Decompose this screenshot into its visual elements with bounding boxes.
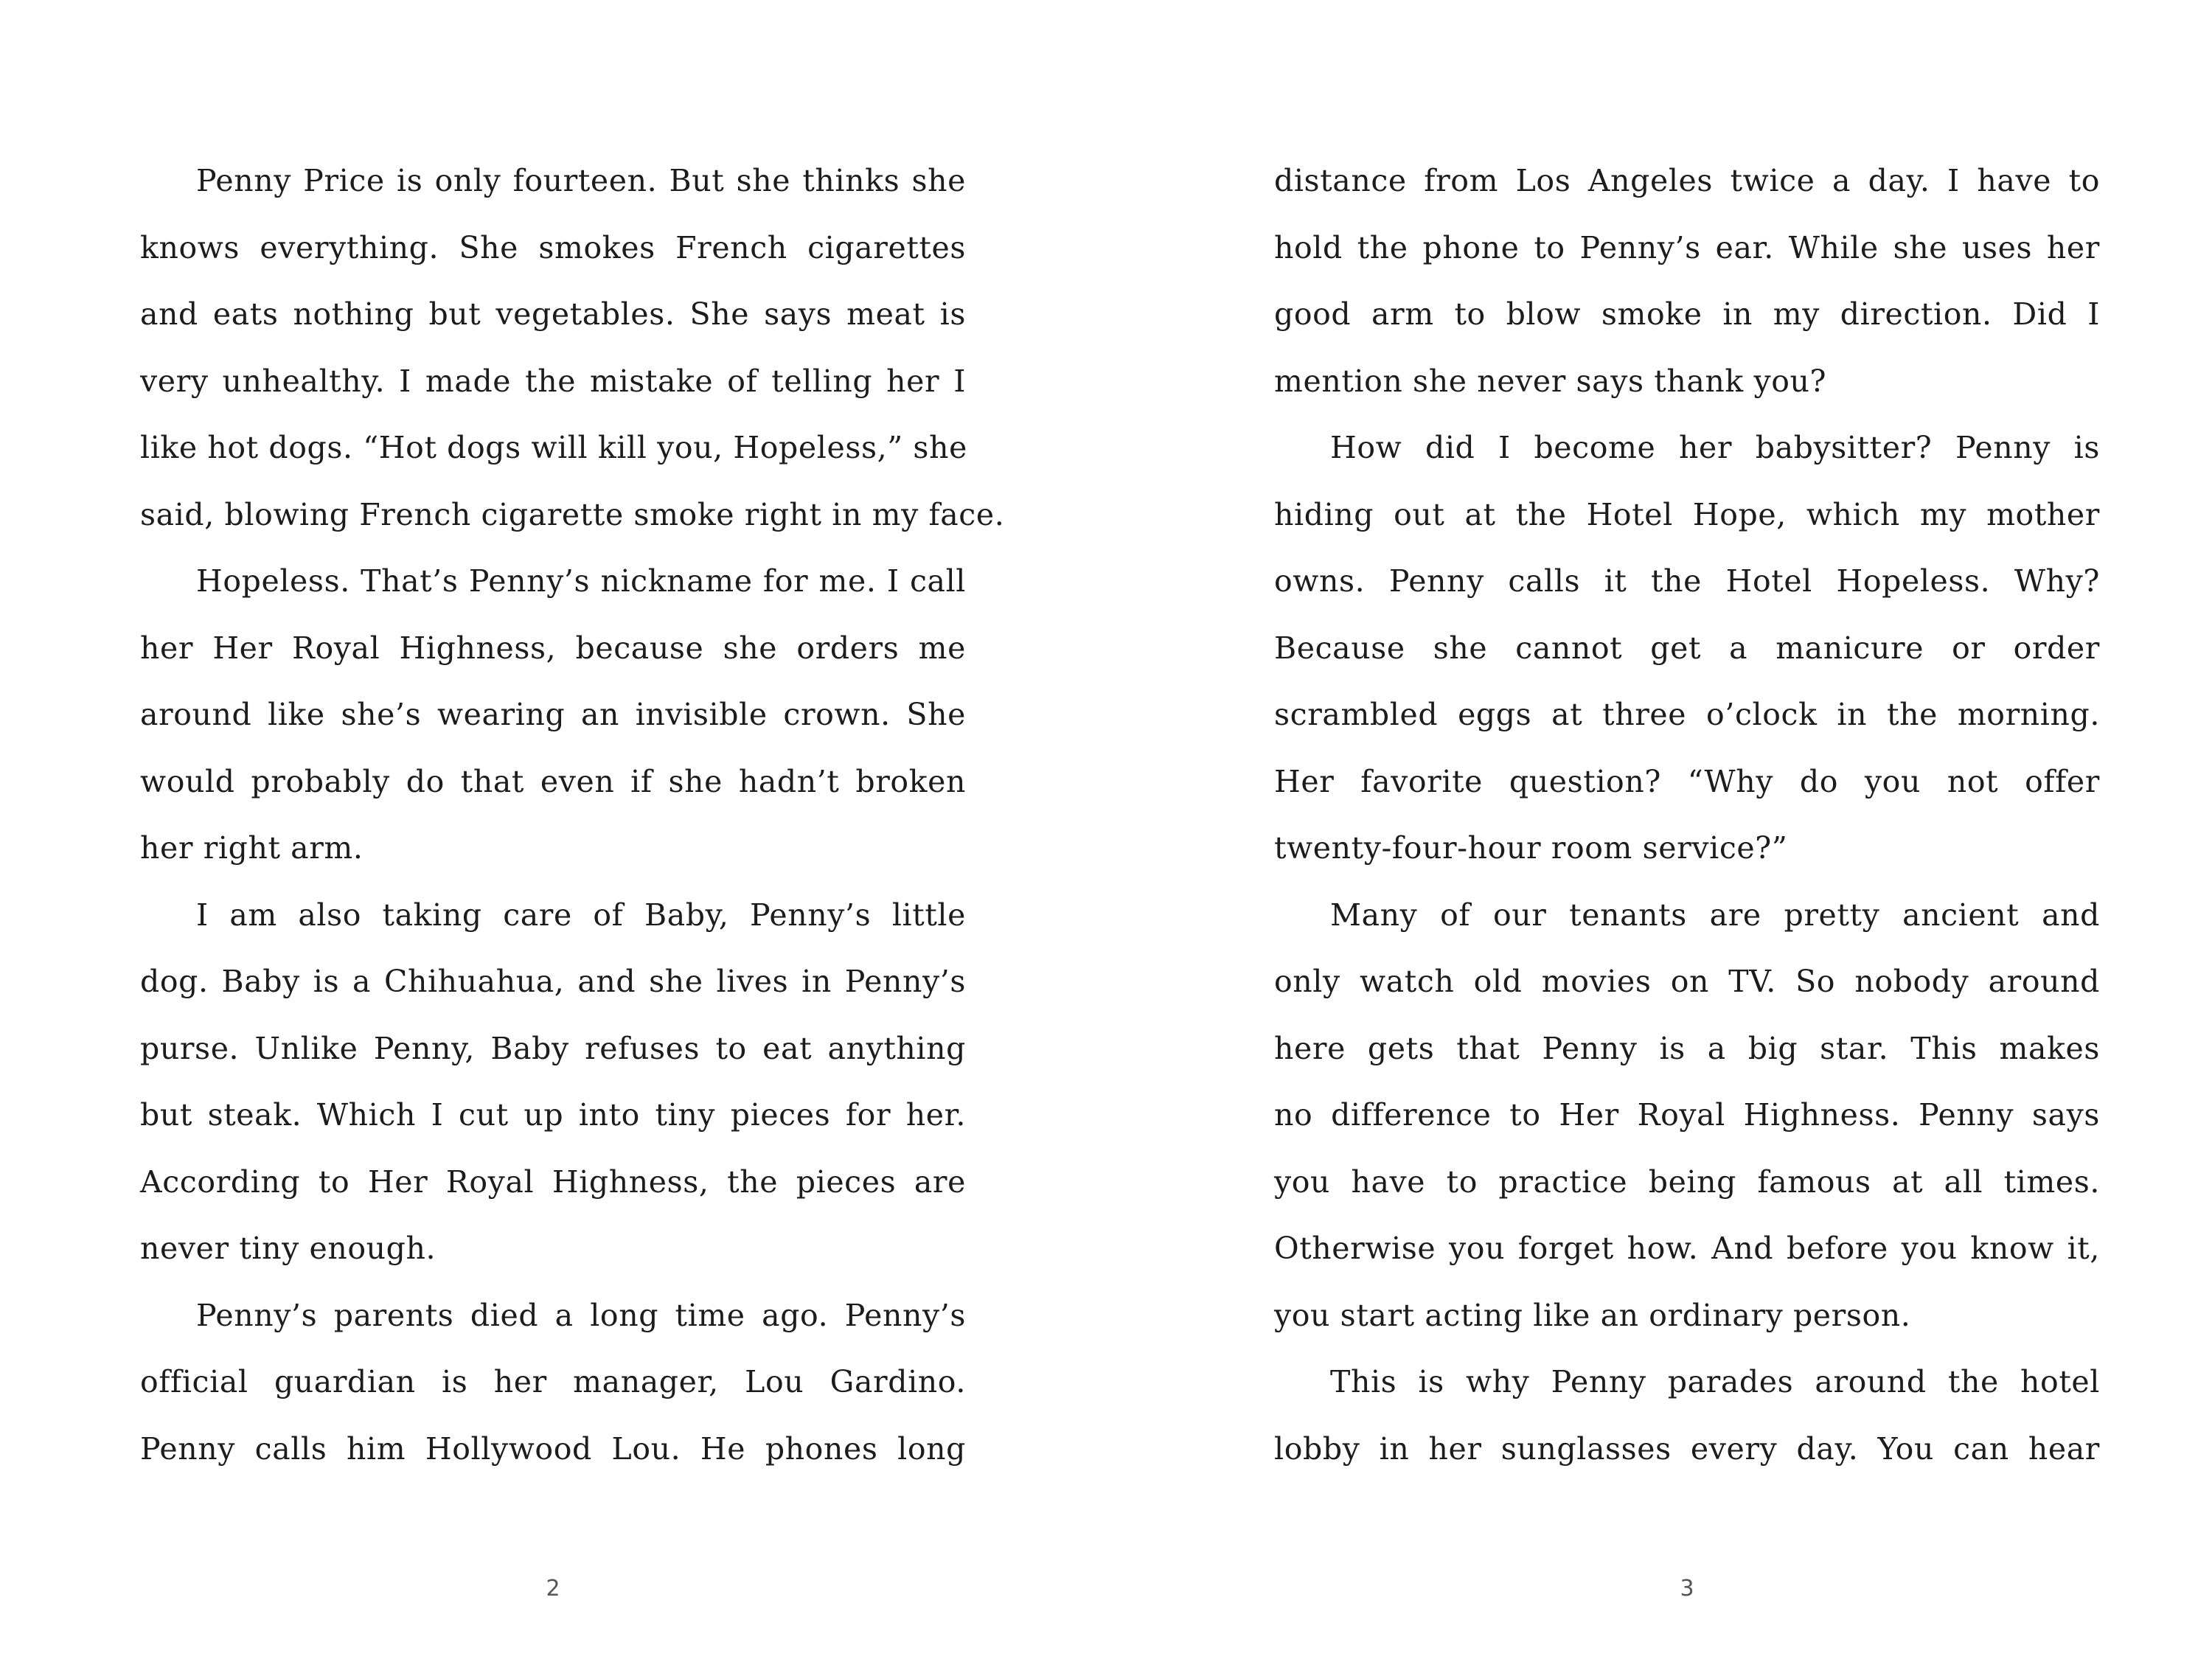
text-line: here gets that Penny is a big star. This makes [1274, 1030, 2100, 1066]
text-line: mention she never says thank you? [1274, 363, 1827, 399]
text-line: you start acting like an ordinary person. [1274, 1297, 1911, 1333]
right-page [1274, 147, 2100, 1601]
text-line: hiding out at the Hotel Hope, which my mother [1274, 496, 2100, 532]
page-number: 3 [1680, 1576, 1694, 1601]
text-line: only watch old movies on TV. So nobody around [1274, 964, 2100, 999]
text-line: official guardian is her manager, Lou Gardino. [140, 1364, 966, 1399]
text-line: purse. Unlike Penny, Baby refuses to eat anything [140, 1030, 966, 1066]
text-line: Her favorite question? “Why do you not offer [1274, 763, 2100, 799]
text-line: dog. Baby is a Chihuahua, and she lives in Penny’s [140, 964, 966, 999]
text-line: hold the phone to Penny’s ear. While she uses her [1274, 229, 2100, 265]
text-line: and eats nothing but vegetables. She says meat is [140, 296, 966, 332]
text-line: very unhealthy. I made the mistake of telling her I [140, 363, 966, 399]
text-line: her Her Royal Highness, because she orders me [140, 630, 966, 666]
text-line: twenty-four-hour room service?” [1274, 830, 1788, 866]
text-line: knows everything. She smokes French cigarettes [140, 229, 966, 265]
right-page-text [1274, 147, 2100, 1482]
text-line: Hopeless. That’s Penny’s nickname for me. I call [196, 563, 966, 599]
left-page [140, 147, 1005, 1601]
text-line: her right arm. [140, 830, 364, 866]
text-line: scrambled eggs at three o’clock in the morning. [1274, 697, 2100, 732]
text-line: never tiny enough. [140, 1231, 437, 1266]
text-line: Many of our tenants are pretty ancient and [1330, 897, 2100, 933]
text-line: How did I become her babysitter? Penny is [1330, 430, 2100, 465]
text-line: around like she’s wearing an invisible crown. She [140, 697, 966, 732]
page-number: 2 [546, 1576, 560, 1601]
text-line: you have to practice being famous at all times. [1274, 1164, 2100, 1200]
text-line: Otherwise you forget how. And before you know it, [1274, 1231, 2100, 1266]
text-line: This is why Penny parades around the hotel [1330, 1364, 2100, 1399]
text-line: said, blowing French cigarette smoke right in my face. [140, 496, 1005, 532]
text-line: but steak. Which I cut up into tiny pieces for her. [140, 1097, 966, 1133]
text-line: Penny’s parents died a long time ago. Penny’s [196, 1297, 966, 1333]
text-line: owns. Penny calls it the Hotel Hopeless. Why? [1274, 563, 2100, 599]
text-line: Penny Price is only fourteen. But she thinks she [196, 163, 966, 198]
text-line: would probably do that even if she hadn’t broken [140, 763, 966, 799]
text-line: no difference to Her Royal Highness. Penny says [1274, 1097, 2100, 1133]
text-line: distance from Los Angeles twice a day. I have to [1274, 163, 2100, 198]
text-line: According to Her Royal Highness, the pieces are [140, 1164, 966, 1200]
text-line: Because she cannot get a manicure or order [1274, 630, 2100, 666]
text-line: good arm to blow smoke in my direction. Did I [1274, 296, 2100, 332]
left-page-text [140, 147, 1005, 1482]
text-line: lobby in her sunglasses every day. You can hear [1274, 1430, 2100, 1467]
text-line: Penny calls him Hollywood Lou. He phones long [140, 1430, 966, 1467]
text-line: I am also taking care of Baby, Penny’s little [196, 897, 966, 933]
text-line: like hot dogs. “Hot dogs will kill you, Hopeless,” she [140, 430, 967, 465]
